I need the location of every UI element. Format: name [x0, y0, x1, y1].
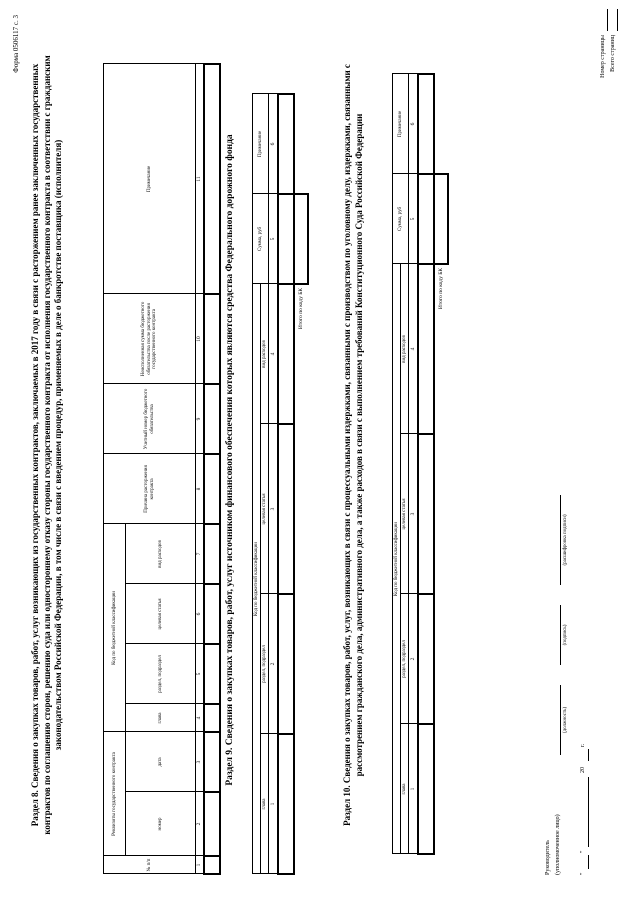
decode-line[interactable]	[560, 495, 561, 585]
s8-cell[interactable]	[204, 856, 220, 874]
year-line[interactable]	[588, 749, 589, 761]
s9-h-celevaya: целевая статья	[261, 424, 269, 594]
date-quote-open: "	[580, 872, 586, 875]
s8-col-num: 5	[196, 644, 204, 704]
total-pages-label: Всего страниц	[610, 35, 616, 72]
s9-col-num: 4	[269, 284, 278, 424]
s9-cell[interactable]	[278, 284, 294, 424]
position-caption: (должность)	[563, 706, 568, 734]
s8-cell[interactable]	[204, 584, 220, 644]
s8-col-num: 7	[196, 524, 204, 584]
page-number-label: Номер страницы	[600, 35, 606, 78]
s8-cell[interactable]	[204, 64, 220, 294]
s10-h-vid: вид расходов	[401, 264, 409, 434]
s10-h-celevaya: целевая статья	[401, 434, 409, 594]
s9-h-razdel: раздел, подраздел	[261, 594, 269, 734]
position-line[interactable]	[560, 685, 561, 755]
s9-total-cell[interactable]	[294, 194, 308, 284]
s8-col-num: 2	[196, 792, 204, 856]
s8-h-kbk: Код по бюджетной классификации	[104, 524, 126, 732]
s10-cell[interactable]	[418, 264, 434, 434]
s8-h-celevaya: целевая статья	[126, 584, 196, 644]
s9-cell[interactable]	[278, 594, 294, 734]
s10-h-note: Примечание	[393, 74, 409, 174]
s8-cell[interactable]	[204, 792, 220, 856]
section-9-title: Раздел 9. Сведения о закупках товаров, работ, услуг источником финансового обеспечения которых являются средства Федерального дорожного фонда	[225, 134, 235, 786]
s8-cell[interactable]	[204, 524, 220, 584]
s9-col-num: 1	[269, 734, 278, 874]
s10-cell[interactable]	[418, 174, 434, 264]
section-10-table	[392, 73, 449, 855]
s8-col-num: 11	[196, 64, 204, 294]
s8-h-date: дата	[126, 732, 196, 792]
s8-col-num: 9	[196, 384, 204, 454]
s9-h-glava: глава	[261, 734, 269, 874]
day-line[interactable]	[588, 855, 589, 869]
page-number-line[interactable]	[607, 9, 608, 31]
head-label: Руководитель	[545, 840, 551, 875]
total-pages-line[interactable]	[617, 9, 618, 31]
year-suffix: г.	[580, 743, 586, 747]
s9-col-num: 2	[269, 594, 278, 734]
s8-col-num: 1	[196, 856, 204, 874]
s10-total-cell[interactable]	[434, 174, 448, 264]
s9-cell[interactable]	[278, 94, 294, 194]
s9-cell[interactable]	[278, 734, 294, 874]
s10-h-kbk: Код по бюджетной классификации	[393, 264, 401, 854]
sign-caption: (подпись)	[563, 624, 568, 646]
form-code: Форма 0506117 с. 3	[12, 15, 20, 73]
s10-col-num: 1	[409, 724, 418, 854]
s8-cell[interactable]	[204, 294, 220, 384]
s8-col-num: 4	[196, 704, 204, 732]
s10-h-glava: глава	[401, 724, 409, 854]
s8-col-num: 3	[196, 732, 204, 792]
s10-cell[interactable]	[418, 74, 434, 174]
s10-col-num: 2	[409, 594, 418, 724]
s8-h-num: № п/п	[104, 856, 196, 874]
s8-cell[interactable]	[204, 454, 220, 524]
s8-cell[interactable]	[204, 732, 220, 792]
s9-cell[interactable]	[278, 424, 294, 594]
s8-h-razdel: раздел, подраздел	[126, 644, 196, 704]
s8-h-uchet: Учетный номер бюджетного обязательства	[104, 384, 196, 454]
s8-h-number: номер	[126, 792, 196, 856]
s8-h-unused: Неисполненная сумма бюджетного обязательства после расторжения государственного контракта	[104, 294, 196, 384]
s8-h-glava: глава	[126, 704, 196, 732]
s10-h-sum: Сумма, руб	[393, 174, 409, 264]
year-prefix: 20	[580, 767, 586, 773]
s8-h-vid: вид расходов	[126, 524, 196, 584]
section-9-table	[252, 93, 309, 875]
section-8-table	[103, 63, 221, 875]
section-8-title: Раздел 8. Сведения о закупках товаров, работ, услуг возникающих из государственных контрактов, заключаемых в 2017 году в связи с расторжением ранее заключенных государственных контрактов по соглашению сторон, решению суда или одностороннему отказу стороны государственного контракта от исполнения государственного контракта в соответствии с гражданским законодательством Российской Федерации, в том числе в связи с введением процедур, применяемых в деле о банкротстве поставщика (исполнителя)	[30, 55, 64, 835]
s8-col-num: 6	[196, 584, 204, 644]
s10-col-num: 4	[409, 264, 418, 434]
s8-h-note: Примечание	[104, 64, 196, 294]
s9-h-sum: Сумма, руб	[253, 194, 269, 284]
s8-col-num: 10	[196, 294, 204, 384]
date-quote-close: "	[580, 850, 586, 853]
s9-h-vid: вид расходов	[261, 284, 269, 424]
s8-cell[interactable]	[204, 704, 220, 732]
s8-col-num: 8	[196, 454, 204, 524]
month-line[interactable]	[588, 777, 589, 847]
s9-h-kbk: Код по бюджетной классификации	[253, 284, 261, 874]
s9-cell[interactable]	[278, 194, 294, 284]
s9-h-note: Примечание	[253, 94, 269, 194]
s8-h-contract: Реквизиты государственного контракта	[104, 732, 126, 856]
s10-col-num: 3	[409, 434, 418, 594]
decode-caption: (расшифровка подписи)	[563, 514, 568, 566]
s10-cell[interactable]	[418, 434, 434, 594]
section-10-title: Раздел 10. Сведения о закупках товаров, работ, услуг, возникающих в связи с процессуальными издержками, связанными с производством по уголовному делу, издержками, связанными с рассмотрением гражданского дела, административного дела, а также расходов в связи с выполнением требований Конституционного Суда Российской Федерации	[342, 64, 364, 826]
s8-h-reason: Причина расторжения контракта	[104, 454, 196, 524]
s8-cell[interactable]	[204, 644, 220, 704]
s10-h-razdel: раздел, подраздел	[401, 594, 409, 724]
head-label-2: (уполномоченное лицо)	[555, 814, 561, 875]
s9-total-label: Итого по коду БК	[297, 287, 304, 330]
sign-line[interactable]	[560, 605, 561, 665]
s10-col-num: 5	[409, 174, 418, 264]
s9-col-num: 6	[269, 94, 278, 194]
s8-cell[interactable]	[204, 384, 220, 454]
s10-cell[interactable]	[418, 724, 434, 854]
s10-col-num: 6	[409, 74, 418, 174]
s10-total-label: Итого по коду БК	[437, 267, 444, 310]
s9-col-num: 5	[269, 194, 278, 284]
s9-col-num: 3	[269, 424, 278, 594]
s10-cell[interactable]	[418, 594, 434, 724]
